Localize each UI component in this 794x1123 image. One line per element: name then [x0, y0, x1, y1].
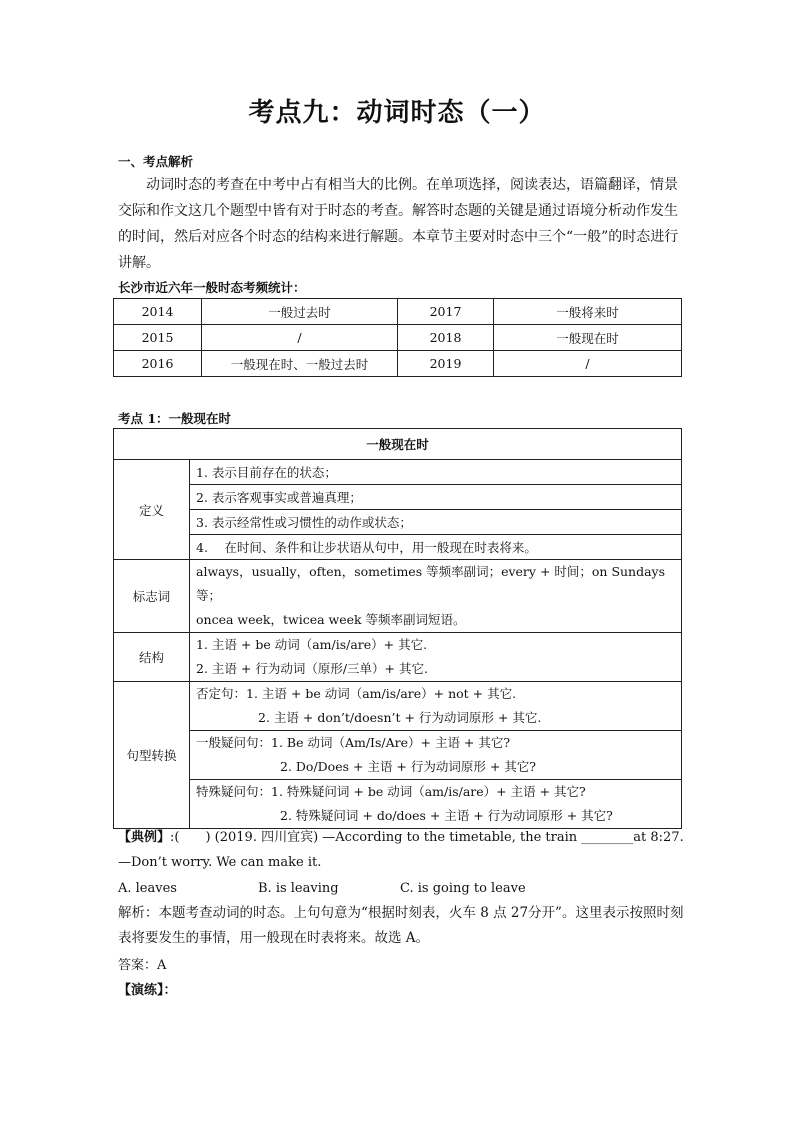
tense-cell: 一般现在时 — [494, 325, 682, 351]
table-row — [114, 510, 682, 535]
negative-line: 否定句：1. 主语 + be 动词（am/is/are）+ not + 其它. — [196, 686, 517, 701]
stats-table — [113, 298, 682, 377]
structure-line: 2. 主语 + 行为动词（原形/三单）+ 其它. — [196, 661, 428, 676]
definition-item: 3. 表示经常性或习惯性的动作或状态； — [190, 510, 682, 535]
example-reply: —Don’t worry. We can make it. — [118, 855, 322, 870]
example-tag: 【典例】 — [118, 830, 171, 845]
tense-cell: 一般将来时 — [494, 299, 682, 325]
question-line: 2. Do/Does + 主语 + 行为动词原形 + 其它? — [280, 759, 536, 774]
tense-cell: 一般现在时、一般过去时 — [202, 351, 398, 377]
table-row — [114, 535, 682, 560]
table-row — [114, 299, 682, 325]
signal-line: oncea week，twicea week 等频率副词短语。 — [196, 612, 466, 627]
option-b: B. is leaving — [258, 881, 339, 896]
stats-caption: 长沙市近六年一般时态考频统计： — [118, 280, 306, 295]
year-cell: 2019 — [398, 351, 494, 377]
question-cell — [190, 731, 682, 780]
table-title: 一般现在时 — [114, 429, 682, 460]
example-question — [118, 825, 688, 850]
table-row — [114, 682, 682, 731]
grammar-table — [113, 428, 682, 829]
option-a: A. leaves — [118, 881, 177, 896]
example-analysis: 解析：本题考查动词的时态。上句句意为“根据时刻表，火车 8 点 27分开”。这里表示按照时刻表将要发生的事情，用一般现在时表将来。故选 A。 — [118, 905, 684, 946]
section-heading: 一、考点解析 — [118, 154, 194, 169]
negative-cell — [190, 682, 682, 731]
table-row — [114, 731, 682, 780]
example-answer: 答案：A — [118, 958, 167, 973]
tense-cell: / — [202, 325, 398, 351]
definition-label: 定义 — [114, 460, 190, 560]
year-cell: 2014 — [114, 299, 202, 325]
tense-cell: / — [494, 351, 682, 377]
table-row — [114, 429, 682, 460]
question-line: 一般疑问句：1. Be 动词（Am/Is/Are）+ 主语 + 其它? — [196, 735, 511, 750]
sentence-label: 句型转换 — [114, 682, 190, 829]
page-title: 考点九：动词时态（一） — [248, 98, 546, 128]
year-cell: 2017 — [398, 299, 494, 325]
wh-question-cell — [190, 780, 682, 829]
tense-cell: 一般过去时 — [202, 299, 398, 325]
year-cell: 2015 — [114, 325, 202, 351]
negative-line: 2. 主语 + don’t/doesn’t + 行为动词原形 + 其它. — [258, 710, 542, 725]
definition-item: 4. 在时间、条件和让步状语从句中，用一般现在时表将来。 — [190, 535, 682, 560]
practice-heading: 【演练】： — [118, 983, 177, 998]
structure-cell — [190, 633, 682, 682]
signal-label: 标志词 — [114, 560, 190, 633]
table-row — [114, 351, 682, 377]
signal-cell — [190, 560, 682, 633]
structure-label: 结构 — [114, 633, 190, 682]
signal-line: always，usually，often，sometimes 等频率副词；every + 时间；on Sundays 等； — [196, 564, 666, 603]
year-cell: 2016 — [114, 351, 202, 377]
table-row — [114, 560, 682, 633]
definition-item: 1. 表示目前存在的状态； — [190, 460, 682, 485]
table-row — [114, 325, 682, 351]
year-cell: 2018 — [398, 325, 494, 351]
intro-paragraph: 动词时态的考查在中考中占有相当大的比例。在单项选择，阅读表达，语篇翻译，情景交际和作文这几个题型中皆有对于时态的考查。解答时态题的关键是通过语境分析动作发生的时间，然后对应各个时态的结构来进行解题。本章节主要对时态中三个“一般”的时态进行讲解。 — [118, 177, 679, 271]
structure-line: 1. 主语 + be 动词（am/is/are）+ 其它. — [196, 637, 428, 652]
definition-item: 2. 表示客观事实或普遍真理； — [190, 485, 682, 510]
option-c: C. is going to leave — [400, 881, 526, 896]
point-heading: 考点 1：一般现在时 — [118, 411, 232, 426]
example-options — [118, 876, 688, 901]
table-row — [114, 780, 682, 829]
example-question-text: :( ) (2019. 四川宜宾) —According to the timetable, the train ________at 8:27. — [170, 830, 684, 845]
table-row — [114, 460, 682, 485]
wh-question-line: 特殊疑问句：1. 特殊疑问词 + be 动词（am/is/are）+ 主语 + 其它? — [196, 784, 586, 799]
table-row — [114, 485, 682, 510]
wh-question-line: 2. 特殊疑问词 + do/does + 主语 + 行为动词原形 + 其它? — [280, 808, 613, 823]
table-row — [114, 633, 682, 682]
